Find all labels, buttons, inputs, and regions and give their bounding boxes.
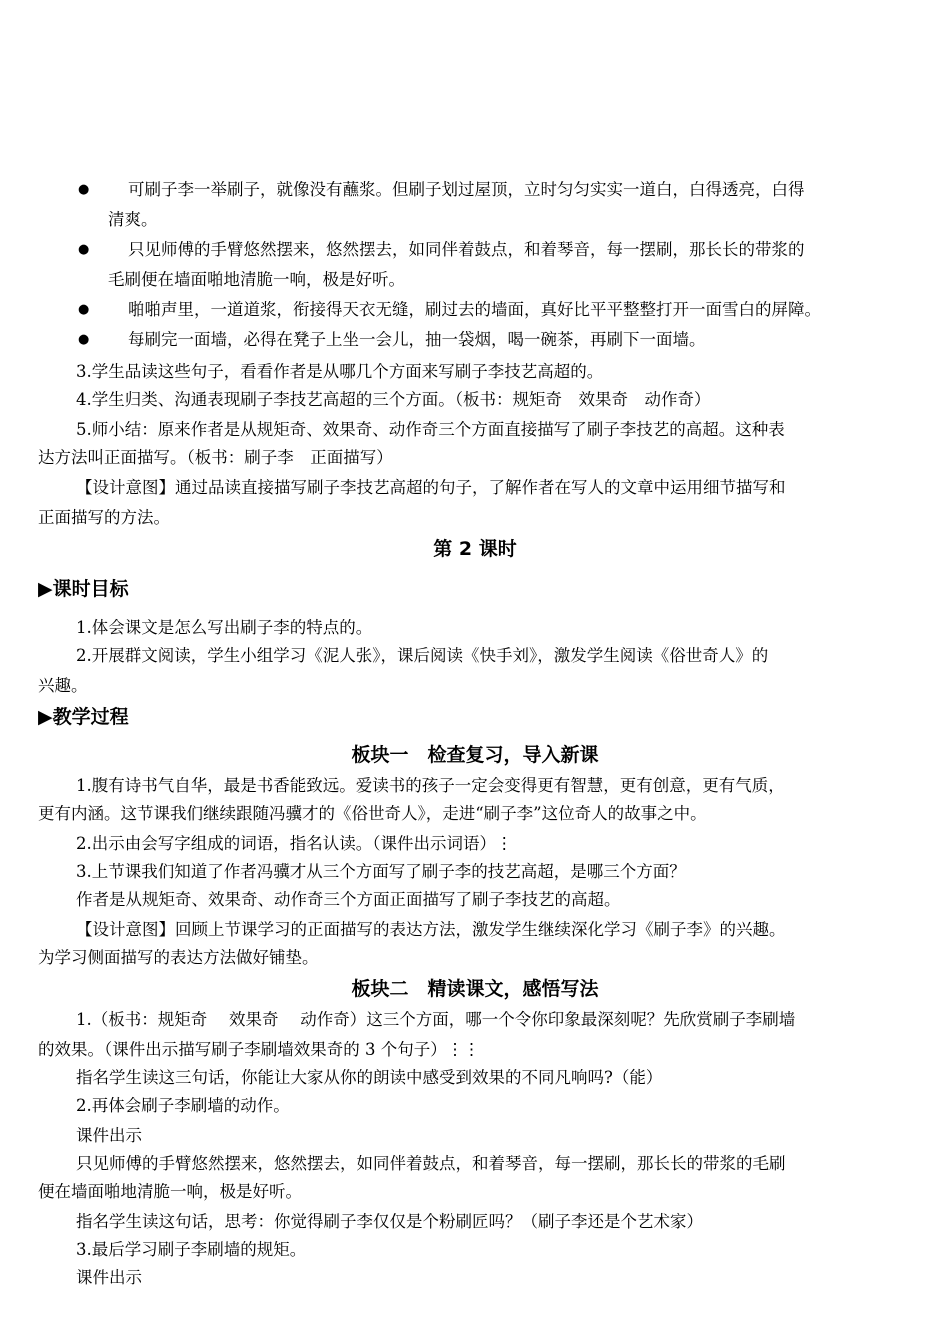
bullet-icon: ● <box>78 302 90 317</box>
bullet-item-2-line1: 只见师傅的手臂悠然摆来，悠然摆去，如同伴着鼓点，和着琴音，每一摆刷，那长长的带浆的 <box>128 240 805 259</box>
block-1-para-2: 2.出示由会写字组成的词语，指名认读。（课件出示词语）⋮ <box>76 834 513 853</box>
design-intent-1-line2: 正面描写的方法。 <box>38 508 170 527</box>
block-2-para-7: 课件出示 <box>76 1268 142 1287</box>
design-intent-2-line2: 为学习侧面描写的表达方法做好铺垫。 <box>38 948 319 967</box>
block-2-para-5: 指名学生读这句话，思考：你觉得刷子李仅仅是个粉刷匠吗？（刷子李还是个艺术家） <box>76 1212 703 1231</box>
design-intent-2-line1: 【设计意图】回顾上节课学习的正面描写的表达方法，激发学生继续深化学习《刷子李》的兴趣。 <box>76 920 786 939</box>
bullet-item-1-line2: 清爽。 <box>108 210 158 229</box>
goal-2-line1: 2.开展群文阅读，学生小组学习《泥人张》，课后阅读《快手刘》，激发学生阅读《俗世奇人》的 <box>76 646 769 665</box>
bullet-icon: ● <box>78 242 90 257</box>
bullet-item-1-line1: 可刷子李一举刷子，就像没有蘸浆。但刷子划过屋顶，立时匀匀实实一道白，白得透亮，白得 <box>128 180 805 199</box>
bullet-item-2-line2: 毛刷便在墙面啪地清脆一响，极是好听。 <box>108 270 405 289</box>
step-5-line2: 达方法叫正面描写。（板书：刷子李 正面描写） <box>38 448 393 467</box>
lesson-2-title: 第 2 课时 <box>433 538 517 560</box>
step-5-line1: 5.师小结：原来作者是从规矩奇、效果奇、动作奇三个方面直接描写了刷子李技艺的高超。这种表 <box>76 420 785 439</box>
bullet-item-3-line1: 啪啪声里，一道道浆，衔接得天衣无缝，刷过去的墙面，真好比平平整整打开一面雪白的屏障。 <box>128 300 821 319</box>
bullet-icon: ● <box>78 332 90 347</box>
block-2-para-3: 2.再体会刷子李刷墙的动作。 <box>76 1096 290 1115</box>
block-2-para-4: 课件出示 <box>76 1126 142 1145</box>
goals-heading: ▶课时目标 <box>38 578 129 600</box>
block-1-para-4: 作者是从规矩奇、效果奇、动作奇三个方面正面描写了刷子李技艺的高超。 <box>76 890 621 909</box>
goal-2-line2: 兴趣。 <box>38 676 88 695</box>
bullet-icon: ● <box>78 182 90 197</box>
quote-line2: 便在墙面啪地清脆一响，极是好听。 <box>38 1182 302 1201</box>
block-1-para-1-line2: 更有内涵。这节课我们继续跟随冯骥才的《俗世奇人》，走进“刷子李”这位奇人的故事之中。 <box>38 804 707 823</box>
block-1-title: 板块一 检查复习，导入新课 <box>351 744 599 766</box>
block-1-para-1-line1: 1.腹有诗书气自华，最是书香能致远。爱读书的孩子一定会变得更有智慧，更有创意，更有气质， <box>76 776 785 795</box>
block-2-para-1-line2: 的效果。（课件出示描写刷子李刷墙效果奇的 3 个句子）⋮⋮ <box>38 1040 480 1059</box>
goal-1: 1.体会课文是怎么写出刷子李的特点的。 <box>76 618 373 637</box>
block-1-para-3: 3.上节课我们知道了作者冯骥才从三个方面写了刷子李的技艺高超，是哪三个方面？ <box>76 862 686 881</box>
block-2-para-1-line1: 1.（板书：规矩奇 效果奇 动作奇）这三个方面，哪一个令你印象最深刻呢？先欣赏刷子李刷墙 <box>76 1010 796 1029</box>
block-2-title: 板块二 精读课文，感悟写法 <box>351 978 599 1000</box>
process-heading: ▶教学过程 <box>38 706 129 728</box>
block-2-para-2: 指名学生读这三句话，你能让大家从你的朗读中感受到效果的不同凡响吗?（能） <box>76 1068 663 1087</box>
block-2-para-6: 3.最后学习刷子李刷墙的规矩。 <box>76 1240 307 1259</box>
bullet-item-4-line1: 每刷完一面墙，必得在凳子上坐一会儿，抽一袋烟，喝一碗茶，再刷下一面墙。 <box>128 330 706 349</box>
design-intent-1-line1: 【设计意图】通过品读直接描写刷子李技艺高超的句子，了解作者在写人的文章中运用细节描写和 <box>76 478 786 497</box>
quote-line1: 只见师傅的手臂悠然摆来，悠然摆去，如同伴着鼓点，和着琴音，每一摆刷，那长长的带浆的毛刷 <box>76 1154 786 1173</box>
step-4: 4.学生归类、沟通表现刷子李技艺高超的三个方面。（板书：规矩奇 效果奇 动作奇） <box>76 390 711 409</box>
step-3: 3.学生品读这些句子，看看作者是从哪几个方面来写刷子李技艺高超的。 <box>76 362 604 381</box>
